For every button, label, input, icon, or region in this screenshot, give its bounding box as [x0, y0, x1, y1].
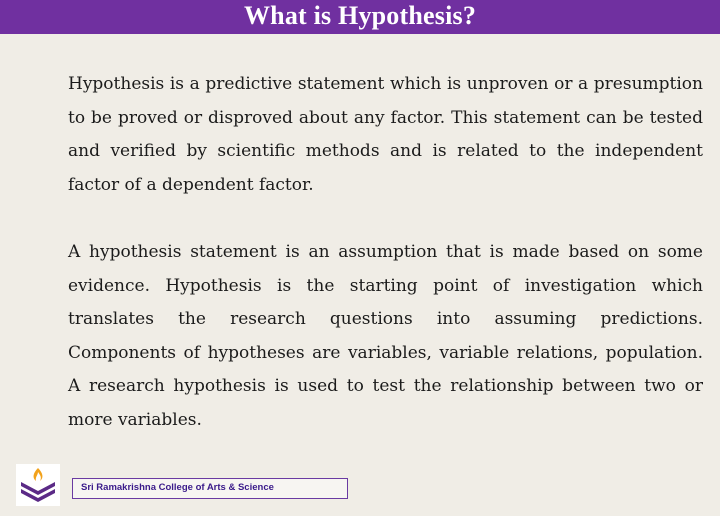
college-name: Sri Ramakrishna College of Arts & Science	[81, 482, 274, 493]
page-title: What is Hypothesis?	[243, 1, 477, 30]
college-emblem-icon	[16, 464, 60, 506]
footer	[16, 462, 356, 508]
title-bar	[0, 0, 720, 34]
slide-content	[68, 68, 703, 438]
college-name-box	[72, 478, 348, 499]
paragraph-definition: Hypothesis is a predictive statement which is unproven or a presumption to be proved or disproved about any factor. This statement can be tested and verified by scientific methods and is related to the independent factor of a dependent factor.	[68, 74, 703, 195]
paragraph-explanation: A hypothesis statement is an assumption that is made based on some evidence. Hypothesis is the starting point of investigation which translates the research questions into assuming predictions. Components of hypotheses are variables, variable relations, population. A research hypothesis is used to test the relationship between two or more variables.	[68, 241, 703, 430]
